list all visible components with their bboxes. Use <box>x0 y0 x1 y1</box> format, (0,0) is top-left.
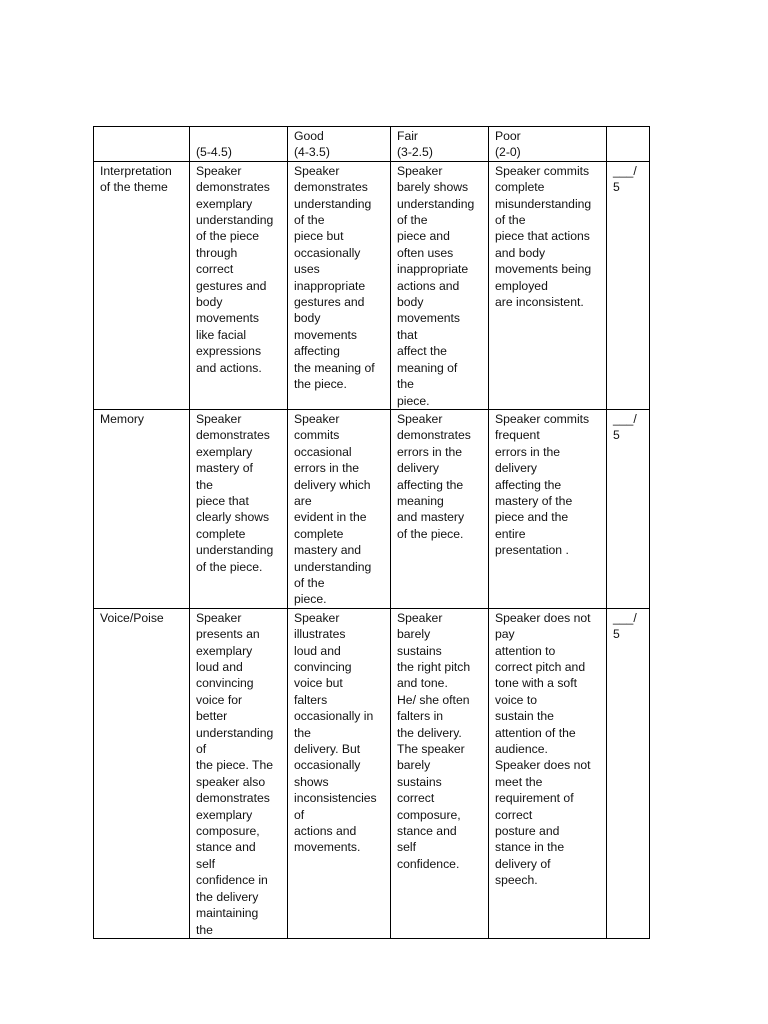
good-cell: Speaker demonstrates understanding of the piece but occasionally uses inappropriate gestures and body movements affecting the meaning of the piece. <box>288 161 391 409</box>
criterion-header-cell <box>94 127 190 162</box>
table-row <box>94 409 650 608</box>
score-header-cell <box>607 127 650 162</box>
excellent-cell: Speaker demonstrates exemplary understanding of the piece through correct gestures and body movements like facial expressions and actions. <box>190 161 288 409</box>
score-cell: ___/ 5 <box>607 161 650 409</box>
good-cell: Speaker illustrates loud and convincing voice but falters occasionally in the delivery. But occasionally shows inconsistencies of actions and movements. <box>288 608 391 938</box>
poor-header-cell: Poor (2-0) <box>489 127 607 162</box>
fair-cell: Speaker demonstrates errors in the delivery affecting the meaning and mastery of the piece. <box>391 409 489 608</box>
table-row <box>94 608 650 938</box>
poor-cell: Speaker does not pay attention to correct pitch and tone with a soft voice to sustain the attention of the audience. Speaker does not meet the requirement of correct posture and stance in the delivery of speech. <box>489 608 607 938</box>
fair-header-cell: Fair (3-2.5) <box>391 127 489 162</box>
excellent-header-cell: (5-4.5) <box>190 127 288 162</box>
excellent-cell: Speaker presents an exemplary loud and convincing voice for better understanding of the piece. The speaker also demonstrates exemplary composure, stance and self confidence in the delivery maintaining the <box>190 608 288 938</box>
table-row <box>94 161 650 409</box>
score-cell: ___/ 5 <box>607 608 650 938</box>
criterion-cell: Voice/Poise <box>94 608 190 938</box>
poor-cell: Speaker commits complete misunderstanding of the piece that actions and body movements being employed are inconsistent. <box>489 161 607 409</box>
good-header-cell: Good (4-3.5) <box>288 127 391 162</box>
fair-cell: Speaker barely sustains the right pitch and tone. He/ she often falters in the delivery. The speaker barely sustains correct composure, stance and self confidence. <box>391 608 489 938</box>
criterion-cell: Interpretation of the theme <box>94 161 190 409</box>
rubric-table <box>93 126 650 939</box>
excellent-cell: Speaker demonstrates exemplary mastery of the piece that clearly shows complete understanding of the piece. <box>190 409 288 608</box>
good-cell: Speaker commits occasional errors in the delivery which are evident in the complete mastery and understanding of the piece. <box>288 409 391 608</box>
fair-cell: Speaker barely shows understanding of the piece and often uses inappropriate actions and body movements that affect the meaning of the piece. <box>391 161 489 409</box>
criterion-cell: Memory <box>94 409 190 608</box>
header-row <box>94 127 650 162</box>
score-cell: ___/ 5 <box>607 409 650 608</box>
poor-cell: Speaker commits frequent errors in the delivery affecting the mastery of the piece and the entire presentation . <box>489 409 607 608</box>
